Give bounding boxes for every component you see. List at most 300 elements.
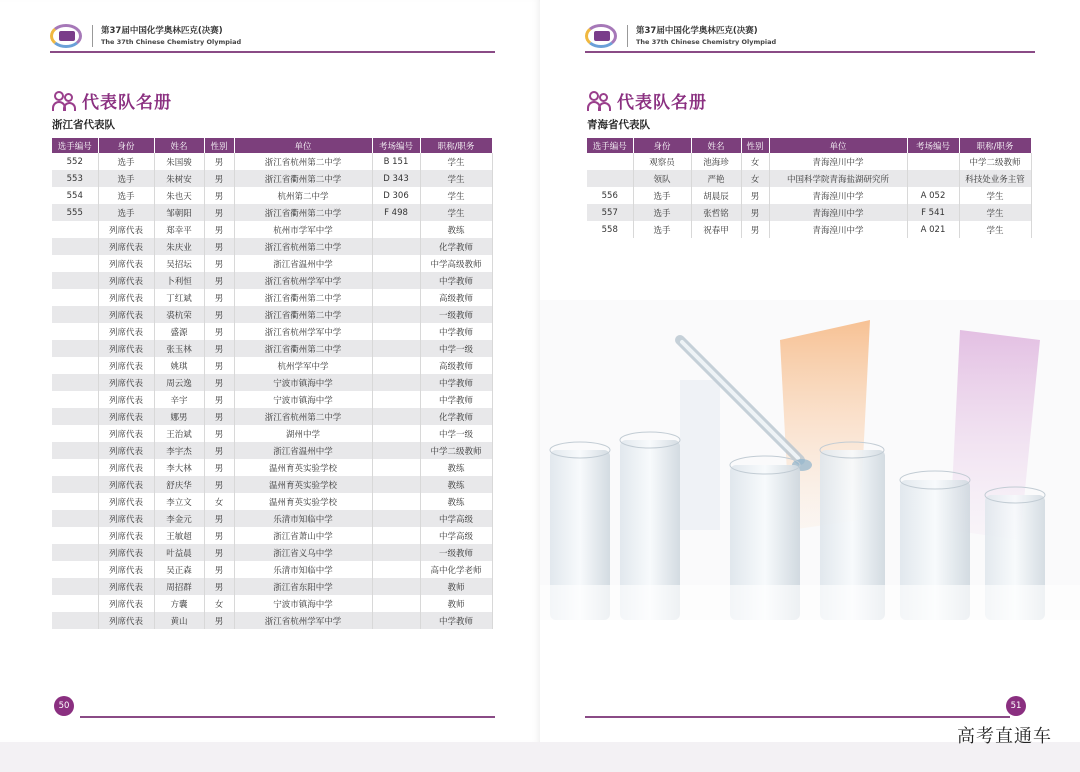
section-title-text: 代表队名册 xyxy=(82,93,172,113)
table-row xyxy=(52,578,492,595)
table-cell: 列席代表 xyxy=(98,238,154,255)
table-cell: 558 xyxy=(587,221,633,238)
table-cell xyxy=(372,221,420,238)
table-cell: 周招群 xyxy=(154,578,204,595)
table-cell: 男 xyxy=(204,204,234,221)
table-cell: 浙江省杭州学军中学 xyxy=(234,323,372,340)
table-cell xyxy=(372,544,420,561)
table-cell: 男 xyxy=(204,544,234,561)
table-cell xyxy=(52,595,98,612)
table-cell: 554 xyxy=(52,187,98,204)
table-cell: 李宇杰 xyxy=(154,442,204,459)
table-header-row xyxy=(587,138,1031,153)
table-cell: 高级教师 xyxy=(420,357,492,374)
table-cell: 男 xyxy=(204,187,234,204)
table-cell xyxy=(52,476,98,493)
table-cell xyxy=(372,493,420,510)
table-cell: 吴正森 xyxy=(154,561,204,578)
header-separator xyxy=(627,25,628,47)
table-cell: 学生 xyxy=(959,221,1031,238)
column-header: 身份 xyxy=(633,138,691,153)
table-cell xyxy=(52,510,98,527)
table-row xyxy=(587,204,1031,221)
table-row xyxy=(52,255,492,272)
table-cell xyxy=(52,374,98,391)
table-cell: 女 xyxy=(204,493,234,510)
table-cell: F 498 xyxy=(372,204,420,221)
table-cell xyxy=(907,170,959,187)
table-row xyxy=(587,153,1031,170)
table-row xyxy=(587,221,1031,238)
table-cell: 男 xyxy=(204,272,234,289)
table-cell xyxy=(372,408,420,425)
table-cell: F 541 xyxy=(907,204,959,221)
table-cell: 浙江省衢州第二中学 xyxy=(234,170,372,187)
table-row xyxy=(52,476,492,493)
table-cell: 裘杭荣 xyxy=(154,306,204,323)
table-cell: 女 xyxy=(204,595,234,612)
column-header: 性别 xyxy=(741,138,769,153)
table-cell: 中学二级教师 xyxy=(420,442,492,459)
table-cell xyxy=(372,561,420,578)
people-icon xyxy=(587,90,613,112)
table-cell xyxy=(372,357,420,374)
table-cell: 青海湟川中学 xyxy=(769,221,907,238)
table-cell: 选手 xyxy=(98,153,154,170)
olympiad-logo-icon xyxy=(50,22,84,50)
column-header: 选手编号 xyxy=(587,138,633,153)
table-cell: 男 xyxy=(204,612,234,629)
table-cell: 教练 xyxy=(420,221,492,238)
table-cell: 杭州市学军中学 xyxy=(234,221,372,238)
table-row xyxy=(52,408,492,425)
table-cell: 列席代表 xyxy=(98,527,154,544)
table-cell: 男 xyxy=(204,561,234,578)
table-cell: 浙江省衢州第二中学 xyxy=(234,204,372,221)
table-cell: 温州育英实验学校 xyxy=(234,476,372,493)
table-cell xyxy=(52,425,98,442)
column-header: 单位 xyxy=(769,138,907,153)
table-cell: 男 xyxy=(204,357,234,374)
table-cell: 宁波市镇海中学 xyxy=(234,595,372,612)
table-row xyxy=(52,340,492,357)
table-cell: 朱庆业 xyxy=(154,238,204,255)
table-cell: 列席代表 xyxy=(98,561,154,578)
table-cell: D 306 xyxy=(372,187,420,204)
column-header: 姓名 xyxy=(154,138,204,153)
table-cell: 学生 xyxy=(420,170,492,187)
table-cell: 男 xyxy=(204,425,234,442)
table-cell: 555 xyxy=(52,204,98,221)
table-cell: 列席代表 xyxy=(98,459,154,476)
table-cell: 乐清市知临中学 xyxy=(234,510,372,527)
column-header: 选手编号 xyxy=(52,138,98,153)
table-cell: 552 xyxy=(52,153,98,170)
table-row xyxy=(52,238,492,255)
table-cell xyxy=(52,561,98,578)
table-cell: A 021 xyxy=(907,221,959,238)
table-cell: 男 xyxy=(204,408,234,425)
table-cell: 池海珍 xyxy=(691,153,741,170)
table-cell: 选手 xyxy=(98,187,154,204)
table-cell: 女 xyxy=(741,153,769,170)
table-row xyxy=(52,493,492,510)
table-cell: 中学二级教师 xyxy=(959,153,1031,170)
table-cell: 中学高级教师 xyxy=(420,255,492,272)
page-header xyxy=(50,16,241,56)
table-cell: 科技处业务主管 xyxy=(959,170,1031,187)
table-header-row xyxy=(52,138,492,153)
column-header: 职称/职务 xyxy=(420,138,492,153)
table-cell: 男 xyxy=(204,289,234,306)
table-cell: 一级教师 xyxy=(420,306,492,323)
table-cell xyxy=(372,459,420,476)
table-cell: 杭州第二中学 xyxy=(234,187,372,204)
table-cell: 列席代表 xyxy=(98,272,154,289)
table-cell: 列席代表 xyxy=(98,510,154,527)
table-cell xyxy=(52,272,98,289)
table-cell: 列席代表 xyxy=(98,391,154,408)
table-cell: 男 xyxy=(741,221,769,238)
table-cell: 高中化学老师 xyxy=(420,561,492,578)
table-row xyxy=(587,187,1031,204)
table-cell xyxy=(52,323,98,340)
table-cell xyxy=(587,153,633,170)
table-cell: 列席代表 xyxy=(98,306,154,323)
table-row xyxy=(52,289,492,306)
table-cell: 乐清市知临中学 xyxy=(234,561,372,578)
table-cell: 浙江省杭州第二中学 xyxy=(234,153,372,170)
table-cell xyxy=(372,612,420,629)
table-cell xyxy=(52,578,98,595)
table-cell: 男 xyxy=(204,221,234,238)
table-cell: 杭州学军中学 xyxy=(234,357,372,374)
table-cell xyxy=(372,425,420,442)
table-row xyxy=(52,544,492,561)
table-row xyxy=(52,187,492,204)
table-cell: 男 xyxy=(204,459,234,476)
table-cell: 一级教师 xyxy=(420,544,492,561)
table-cell: 教师 xyxy=(420,595,492,612)
table-row xyxy=(52,459,492,476)
table-row xyxy=(52,357,492,374)
table-cell: 张玉林 xyxy=(154,340,204,357)
table-cell: 张哲铭 xyxy=(691,204,741,221)
table-cell: 男 xyxy=(204,255,234,272)
roster-table xyxy=(587,138,1032,238)
table-cell: 列席代表 xyxy=(98,323,154,340)
table-cell: 卜利恒 xyxy=(154,272,204,289)
table-cell: A 052 xyxy=(907,187,959,204)
table-cell: 教练 xyxy=(420,493,492,510)
table-cell xyxy=(372,306,420,323)
table-cell: 学生 xyxy=(420,153,492,170)
section-title xyxy=(587,88,707,113)
table-cell: 列席代表 xyxy=(98,595,154,612)
watermark: 高考直通车 xyxy=(957,726,1052,747)
table-cell: 学生 xyxy=(420,187,492,204)
table-cell: 选手 xyxy=(98,170,154,187)
table-cell: 吴招坛 xyxy=(154,255,204,272)
table-cell: 男 xyxy=(741,204,769,221)
table-cell: 列席代表 xyxy=(98,289,154,306)
table-cell: 温州育英实验学校 xyxy=(234,493,372,510)
table-cell xyxy=(52,238,98,255)
table-cell: 男 xyxy=(204,170,234,187)
header-title-en: The 37th Chinese Chemistry Olympiad xyxy=(101,38,242,46)
table-row xyxy=(52,153,492,170)
table-cell: 中学教师 xyxy=(420,323,492,340)
table-cell xyxy=(372,442,420,459)
table-cell xyxy=(587,170,633,187)
table-cell: 中学一级 xyxy=(420,340,492,357)
table-cell: 王治斌 xyxy=(154,425,204,442)
table-cell: 宁波市镇海中学 xyxy=(234,391,372,408)
table-cell: 男 xyxy=(204,374,234,391)
table-cell xyxy=(52,459,98,476)
table-cell: 浙江省温州中学 xyxy=(234,255,372,272)
column-header: 性别 xyxy=(204,138,234,153)
table-cell: 列席代表 xyxy=(98,612,154,629)
table-cell: 男 xyxy=(204,476,234,493)
table-cell xyxy=(52,612,98,629)
people-icon xyxy=(52,90,78,112)
table-cell: 男 xyxy=(204,340,234,357)
table-cell: 中学教师 xyxy=(420,272,492,289)
table-cell: 中学教师 xyxy=(420,612,492,629)
table-cell xyxy=(372,340,420,357)
table-cell: 中学教师 xyxy=(420,374,492,391)
table-cell: 浙江省杭州学军中学 xyxy=(234,612,372,629)
table-cell xyxy=(52,221,98,238)
table-cell: 男 xyxy=(204,323,234,340)
page-number: 51 xyxy=(1006,696,1026,716)
table-row xyxy=(52,306,492,323)
table-cell: 湖州中学 xyxy=(234,425,372,442)
page-number: 50 xyxy=(54,696,74,716)
table-cell: 553 xyxy=(52,170,98,187)
table-cell xyxy=(52,340,98,357)
footer-divider xyxy=(585,716,1010,718)
table-cell: 列席代表 xyxy=(98,221,154,238)
table-cell: 浙江省衢州第二中学 xyxy=(234,289,372,306)
table-row xyxy=(52,374,492,391)
table-row xyxy=(587,170,1031,187)
table-cell: 男 xyxy=(204,238,234,255)
table-row xyxy=(52,510,492,527)
table-cell: 王敏超 xyxy=(154,527,204,544)
table-cell: 浙江省衢州第二中学 xyxy=(234,306,372,323)
header-title-cn: 第37届中国化学奥林匹克(决赛) xyxy=(101,26,223,36)
column-header: 考场编号 xyxy=(372,138,420,153)
table-cell: 浙江省东阳中学 xyxy=(234,578,372,595)
table-cell xyxy=(372,255,420,272)
table-cell: 李大林 xyxy=(154,459,204,476)
roster-table xyxy=(52,138,493,629)
table-cell xyxy=(372,323,420,340)
table-cell: 教练 xyxy=(420,476,492,493)
table-cell: 男 xyxy=(204,578,234,595)
header-separator xyxy=(92,25,93,47)
table-cell: 男 xyxy=(204,527,234,544)
column-header: 身份 xyxy=(98,138,154,153)
table-cell xyxy=(52,408,98,425)
table-row xyxy=(52,272,492,289)
table-cell: 556 xyxy=(587,187,633,204)
table-cell: 邹朝阳 xyxy=(154,204,204,221)
table-row xyxy=(52,612,492,629)
table-cell: 叶益晨 xyxy=(154,544,204,561)
table-cell: 方囊 xyxy=(154,595,204,612)
table-cell: 严艳 xyxy=(691,170,741,187)
table-cell: 男 xyxy=(204,153,234,170)
table-row xyxy=(52,204,492,221)
table-cell: 男 xyxy=(204,442,234,459)
table-cell xyxy=(372,238,420,255)
table-cell: 丁红斌 xyxy=(154,289,204,306)
table-cell xyxy=(907,153,959,170)
table-cell xyxy=(372,289,420,306)
section-title xyxy=(52,88,172,113)
table-cell: D 343 xyxy=(372,170,420,187)
table-cell: 列席代表 xyxy=(98,374,154,391)
table-cell: 祝春甲 xyxy=(691,221,741,238)
left-page xyxy=(0,0,540,742)
column-header: 考场编号 xyxy=(907,138,959,153)
table-row xyxy=(52,425,492,442)
table-cell: 浙江省萧山中学 xyxy=(234,527,372,544)
table-cell: 教师 xyxy=(420,578,492,595)
table-cell xyxy=(372,578,420,595)
table-cell: 周云逸 xyxy=(154,374,204,391)
table-cell: 浙江省衢州第二中学 xyxy=(234,340,372,357)
table-cell: 郑幸平 xyxy=(154,221,204,238)
table-cell: 高级教师 xyxy=(420,289,492,306)
table-row xyxy=(52,595,492,612)
table-cell: 盛源 xyxy=(154,323,204,340)
table-cell: 列席代表 xyxy=(98,578,154,595)
table-cell: 中学一级 xyxy=(420,425,492,442)
table-cell: 557 xyxy=(587,204,633,221)
table-cell xyxy=(52,442,98,459)
table-cell: 选手 xyxy=(633,187,691,204)
table-cell: 男 xyxy=(204,306,234,323)
table-cell xyxy=(372,391,420,408)
table-cell: 选手 xyxy=(633,204,691,221)
table-cell: 青海湟川中学 xyxy=(769,153,907,170)
table-cell xyxy=(52,544,98,561)
table-cell xyxy=(372,595,420,612)
table-cell: 浙江省义乌中学 xyxy=(234,544,372,561)
column-header: 单位 xyxy=(234,138,372,153)
table-cell: 列席代表 xyxy=(98,442,154,459)
table-cell xyxy=(52,493,98,510)
table-cell: 浙江省杭州学军中学 xyxy=(234,272,372,289)
table-cell: 舒庆华 xyxy=(154,476,204,493)
footer-divider xyxy=(80,716,495,718)
table-cell: 中学高级 xyxy=(420,527,492,544)
table-cell xyxy=(52,289,98,306)
table-row xyxy=(52,442,492,459)
table-cell: 学生 xyxy=(420,204,492,221)
table-row xyxy=(52,391,492,408)
table-cell: 辛宇 xyxy=(154,391,204,408)
table-cell xyxy=(372,272,420,289)
table-cell xyxy=(372,527,420,544)
table-cell: 选手 xyxy=(633,221,691,238)
table-cell: 中学高级 xyxy=(420,510,492,527)
table-cell: 男 xyxy=(204,510,234,527)
table-cell: 姚琪 xyxy=(154,357,204,374)
right-page xyxy=(540,0,1080,742)
table-cell: 朱也天 xyxy=(154,187,204,204)
table-cell xyxy=(372,476,420,493)
table-cell: 黄山 xyxy=(154,612,204,629)
lab-glassware-illustration xyxy=(540,300,1080,620)
table-cell: 浙江省杭州第二中学 xyxy=(234,238,372,255)
table-cell: 列席代表 xyxy=(98,493,154,510)
table-cell: 化学教师 xyxy=(420,408,492,425)
table-cell: 领队 xyxy=(633,170,691,187)
page-header xyxy=(585,16,776,56)
table-cell: 学生 xyxy=(959,204,1031,221)
olympiad-logo-icon xyxy=(585,22,619,50)
table-row xyxy=(52,561,492,578)
header-divider xyxy=(50,51,495,53)
table-cell xyxy=(52,255,98,272)
table-cell: 李立文 xyxy=(154,493,204,510)
table-row xyxy=(52,323,492,340)
header-title-en: The 37th Chinese Chemistry Olympiad xyxy=(636,38,777,46)
table-cell: 男 xyxy=(204,391,234,408)
table-cell: 朱树安 xyxy=(154,170,204,187)
column-header: 姓名 xyxy=(691,138,741,153)
header-title-cn: 第37届中国化学奥林匹克(决赛) xyxy=(636,26,758,36)
table-cell xyxy=(52,391,98,408)
table-cell: 中国科学院青海盐湖研究所 xyxy=(769,170,907,187)
table-cell: 学生 xyxy=(959,187,1031,204)
table-cell xyxy=(372,510,420,527)
table-cell: 列席代表 xyxy=(98,544,154,561)
table-cell: 列席代表 xyxy=(98,357,154,374)
header-divider xyxy=(585,51,1035,53)
table-cell: 青海湟川中学 xyxy=(769,187,907,204)
table-cell: 列席代表 xyxy=(98,255,154,272)
table-cell: 娜男 xyxy=(154,408,204,425)
table-cell: 化学教师 xyxy=(420,238,492,255)
table-cell: 中学教师 xyxy=(420,391,492,408)
table-cell: 女 xyxy=(741,170,769,187)
table-cell: 男 xyxy=(741,187,769,204)
table-cell: 温州育英实验学校 xyxy=(234,459,372,476)
column-header: 职称/职务 xyxy=(959,138,1031,153)
table-cell: 胡晨辰 xyxy=(691,187,741,204)
table-cell: 教练 xyxy=(420,459,492,476)
table-cell: 列席代表 xyxy=(98,476,154,493)
table-row xyxy=(52,170,492,187)
table-cell: 青海湟川中学 xyxy=(769,204,907,221)
table-cell: 列席代表 xyxy=(98,340,154,357)
table-cell: 选手 xyxy=(98,204,154,221)
section-title-text: 代表队名册 xyxy=(617,93,707,113)
table-cell: 列席代表 xyxy=(98,425,154,442)
table-cell xyxy=(52,306,98,323)
table-cell: 李金元 xyxy=(154,510,204,527)
table-row xyxy=(52,527,492,544)
table-row xyxy=(52,221,492,238)
table-cell: 朱国骏 xyxy=(154,153,204,170)
table-cell: 浙江省温州中学 xyxy=(234,442,372,459)
